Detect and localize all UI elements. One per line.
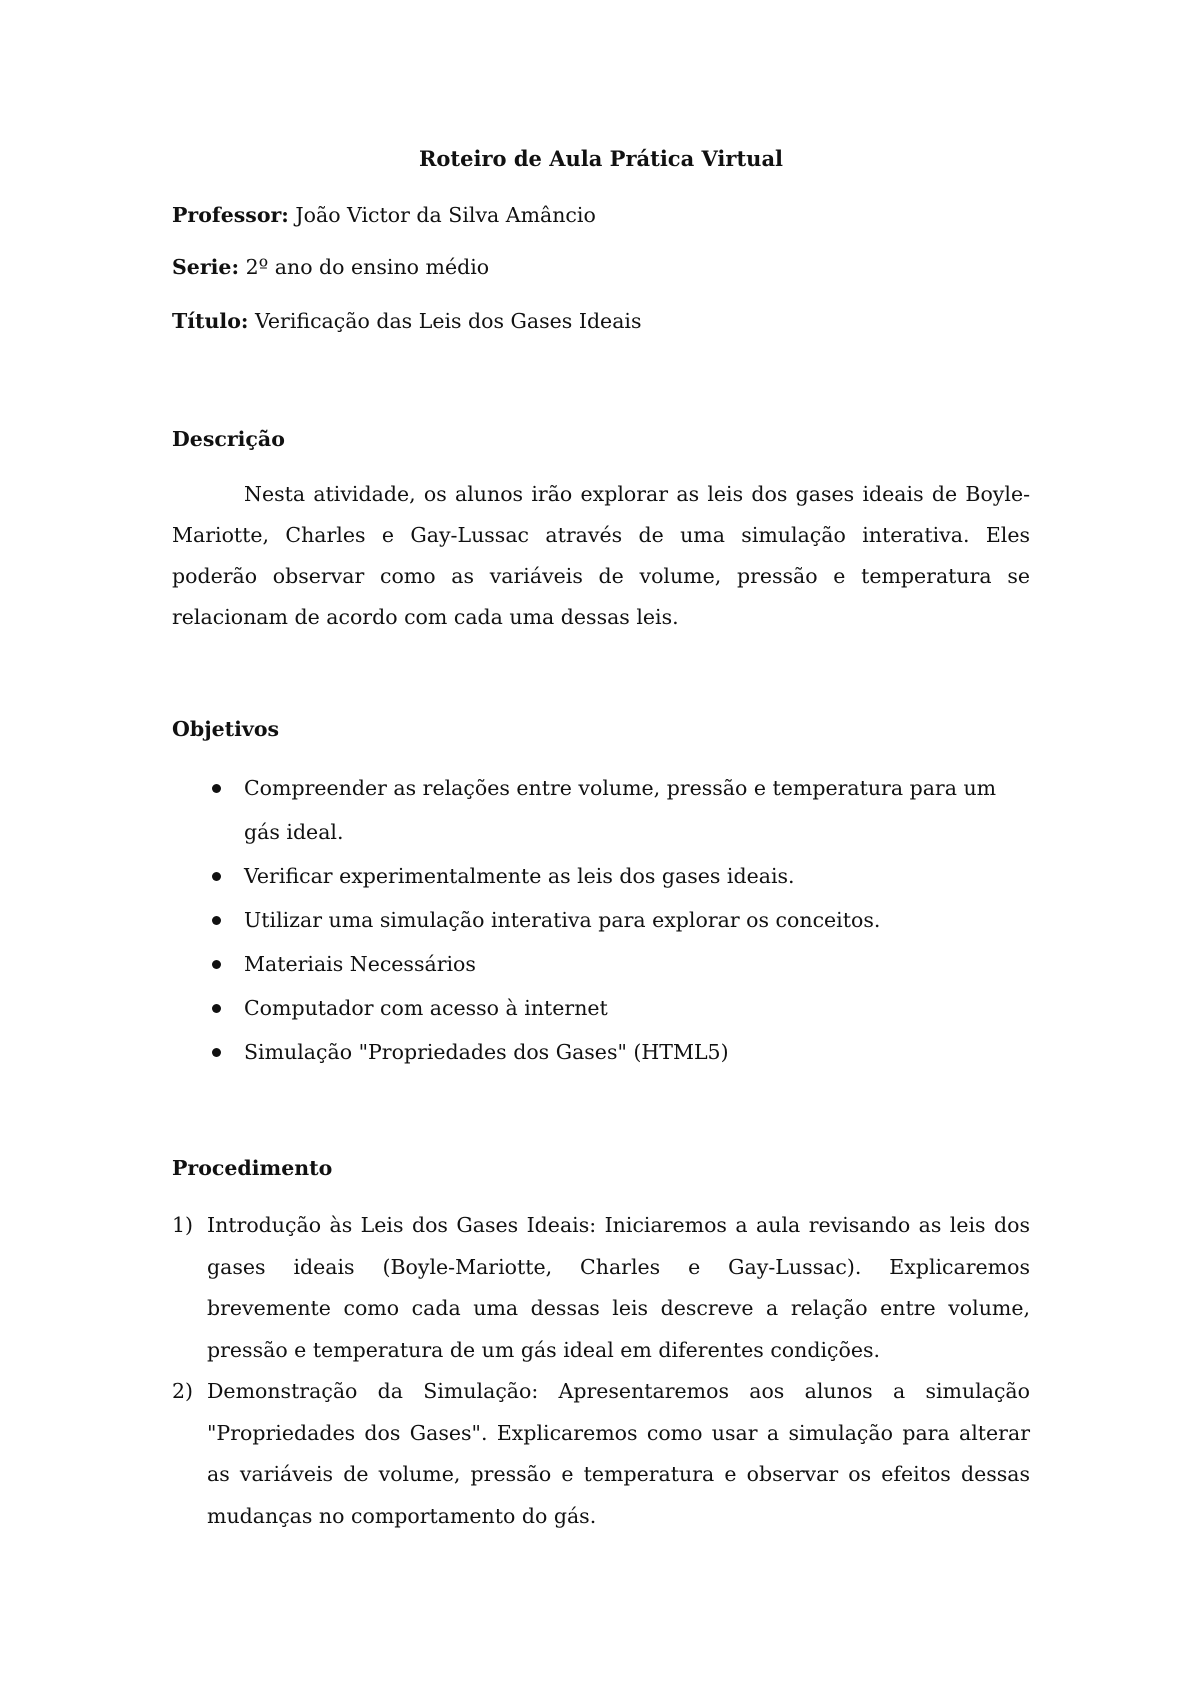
list-item-text: Simulação "Propriedades dos Gases" (HTML5) (244, 1040, 729, 1064)
bullet-icon (212, 916, 221, 925)
list-item (172, 766, 1030, 854)
procedure-heading: Procedimento (172, 1156, 333, 1180)
field-value: 2º ano do ensino médio (245, 255, 490, 279)
description-text: Nesta atividade, os alunos irão explorar as leis dos gases ideais de Boyle-Mariotte, Charles e Gay-Lussac através de uma simulação interativa. Eles poderão observar como as variáveis de volume, pressão e temperatura se relacionam de acordo com cada uma dessas leis. (172, 482, 1030, 629)
objectives-heading: Objetivos (172, 717, 280, 741)
field-label: Professor: (172, 203, 289, 227)
bullet-icon (212, 1048, 221, 1057)
step-number: 1) (172, 1213, 194, 1237)
step-number: 2) (172, 1379, 194, 1403)
list-item-text: Compreender as relações entre volume, pressão e temperatura para um gás ideal. (244, 776, 997, 844)
bullet-icon (212, 784, 221, 793)
bullet-icon (212, 872, 221, 881)
list-item-text: Utilizar uma simulação interativa para explorar os conceitos. (244, 908, 881, 932)
list-item (172, 942, 1030, 986)
list-item-text: Verificar experimentalmente as leis dos gases ideais. (244, 864, 795, 888)
list-item (172, 986, 1030, 1030)
procedure-list (172, 1205, 1030, 1537)
document-content (172, 140, 1030, 1537)
step-text: Introdução às Leis dos Gases Ideais: Iniciaremos a aula revisando as leis dos gases ideais (Boyle-Mariotte, Charles e Gay-Lussac). Explicaremos brevemente como cada uma dessas leis descreve a relação entre volume, pressão e temperatura de um gás ideal em diferentes condições. (207, 1213, 1030, 1362)
field-professor (172, 196, 1030, 234)
bullet-icon (212, 1004, 221, 1013)
field-value: Verificação das Leis dos Gases Ideais (254, 309, 642, 333)
field-label: Título: (172, 309, 249, 333)
list-item (172, 898, 1030, 942)
list-item (172, 854, 1030, 898)
list-item-text: Computador com acesso à internet (244, 996, 608, 1020)
procedure-step (172, 1205, 1030, 1371)
list-item-text: Materiais Necessários (244, 952, 476, 976)
list-item (172, 1030, 1030, 1074)
document-title: Roteiro de Aula Prática Virtual (418, 146, 784, 171)
field-titulo (172, 302, 1030, 340)
field-label: Serie: (172, 255, 240, 279)
bullet-icon (212, 960, 221, 969)
field-value: João Victor da Silva Amâncio (295, 203, 596, 227)
objectives-list (172, 766, 1030, 1074)
description-heading: Descrição (172, 427, 285, 451)
step-text: Demonstração da Simulação: Apresentaremos aos alunos a simulação "Propriedades dos Gases". Explicaremos como usar a simulação para alterar as variáveis de volume, pressão e temperatura e observar os efeitos dessas mudanças no comportamento do gás. (207, 1379, 1030, 1528)
procedure-step (172, 1371, 1030, 1537)
field-serie (172, 248, 1030, 286)
